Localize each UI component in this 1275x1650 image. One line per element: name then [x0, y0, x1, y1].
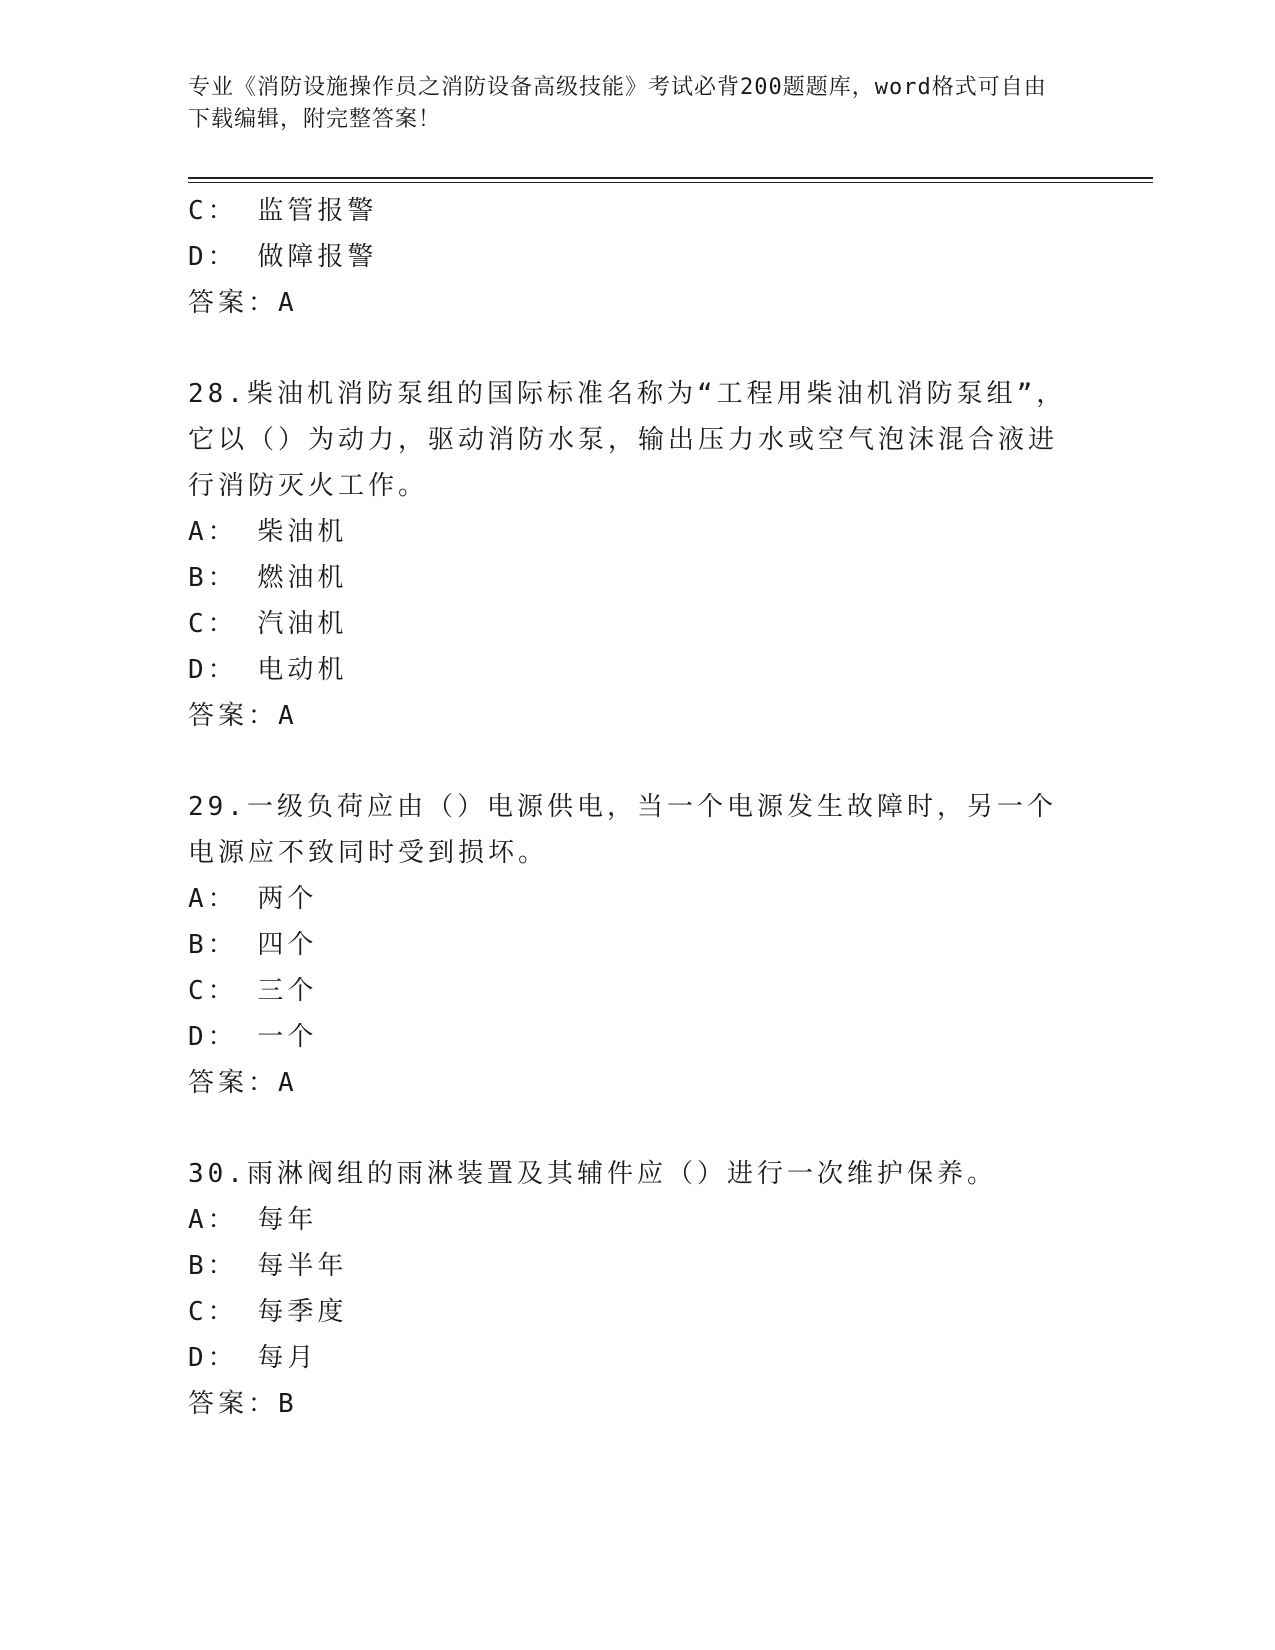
option-c — [188, 188, 1088, 234]
option-a — [188, 509, 1088, 555]
answer-line: 答案：A — [188, 1068, 298, 1098]
option-text: 监管报警 — [257, 196, 378, 226]
option-c — [188, 601, 1088, 647]
option-label: C： — [188, 976, 238, 1006]
option-text: 每年 — [257, 1205, 318, 1235]
option-label: D： — [188, 1343, 238, 1373]
spacer — [188, 326, 1088, 371]
option-b — [188, 922, 1088, 968]
option-text: 汽油机 — [257, 609, 348, 639]
option-text: 一个 — [257, 1022, 318, 1052]
option-text: 每季度 — [257, 1297, 348, 1327]
header-divider — [188, 177, 1153, 183]
question-text: 29.一级负荷应由（）电源供电，当一个电源发生故障时，另一个电源应不致同时受到损坏。 — [188, 792, 1057, 868]
option-text: 三个 — [257, 976, 318, 1006]
answer-line: 答案：A — [188, 288, 298, 318]
question-27-tail — [188, 188, 1088, 326]
option-label: D： — [188, 242, 238, 272]
option-label: D： — [188, 1022, 238, 1052]
question-list — [188, 188, 1088, 1427]
option-b — [188, 1243, 1088, 1289]
option-a — [188, 876, 1088, 922]
document-header: 专业《消防设施操作员之消防设备高级技能》考试必背200题题库，word格式可自由下载编辑，附完整答案！ — [188, 75, 1047, 132]
option-a — [188, 1197, 1088, 1243]
option-d — [188, 234, 1088, 280]
option-text: 每月 — [257, 1343, 318, 1373]
answer-line: 答案：A — [188, 701, 298, 731]
option-label: B： — [188, 563, 238, 593]
option-text: 两个 — [257, 884, 318, 914]
option-text: 做障报警 — [257, 242, 378, 272]
option-c — [188, 1289, 1088, 1335]
option-c — [188, 968, 1088, 1014]
option-text: 燃油机 — [257, 563, 348, 593]
question-text: 28.柴油机消防泵组的国际标准名称为“工程用柴油机消防泵组”，它以（）为动力，驱动消防水泵，输出压力水或空气泡沫混合液进行消防灭火工作。 — [188, 379, 1067, 501]
question-30 — [188, 1151, 1088, 1427]
option-label: B： — [188, 1251, 238, 1281]
option-label: C： — [188, 609, 238, 639]
question-text: 30.雨淋阀组的雨淋装置及其辅件应（）进行一次维护保养。 — [188, 1159, 997, 1189]
option-d — [188, 1014, 1088, 1060]
option-label: D： — [188, 655, 238, 685]
option-d — [188, 1335, 1088, 1381]
option-text: 四个 — [257, 930, 318, 960]
question-29 — [188, 784, 1088, 1106]
option-label: A： — [188, 517, 238, 547]
option-text: 电动机 — [257, 655, 348, 685]
option-b — [188, 555, 1088, 601]
option-text: 每半年 — [257, 1251, 348, 1281]
option-label: C： — [188, 196, 238, 226]
option-text: 柴油机 — [257, 517, 348, 547]
option-label: B： — [188, 930, 238, 960]
spacer — [188, 739, 1088, 784]
option-d — [188, 647, 1088, 693]
option-label: A： — [188, 884, 238, 914]
question-28 — [188, 371, 1088, 739]
option-label: A： — [188, 1205, 238, 1235]
option-label: C： — [188, 1297, 238, 1327]
answer-line: 答案：B — [188, 1389, 298, 1419]
spacer — [188, 1106, 1088, 1151]
